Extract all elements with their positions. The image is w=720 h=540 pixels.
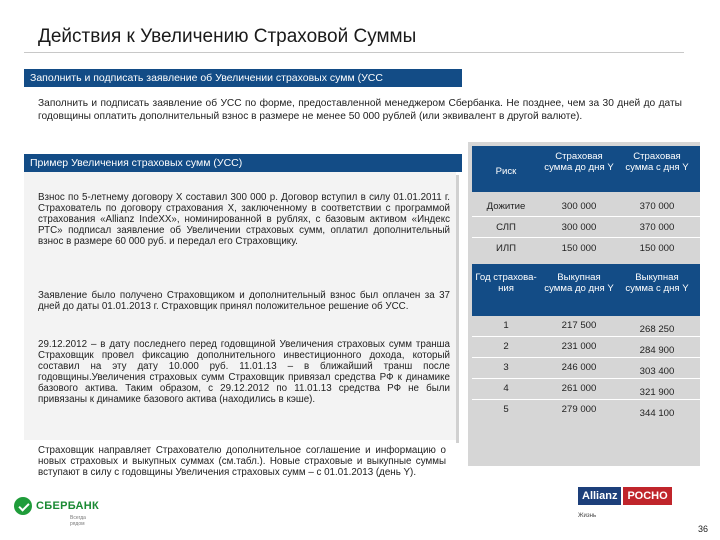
sberbank-check-icon — [14, 497, 32, 515]
example-header: Пример Увеличения страховых сумм (УСС) — [24, 154, 462, 172]
row-divider — [472, 336, 700, 337]
example-paragraph-1: Взнос по 5-летнему договору X составил 300 000 р. Договор вступил в силу 01.01.2011 г. Страхователь по договору страхования X, заключенному в соответствии с программой страхования «Allianz IndeXX», номинированной в рублях, с базовым активом «Индекс РТС» подписал заявление об Увеличении страховых сумм, оплатил дополнительный взнос в размере 60 000 руб. и передал его Страховщику. — [38, 192, 450, 247]
table2-year: 2 — [503, 341, 509, 352]
table1-header-after: Страховая сумма с дня Y — [625, 151, 689, 173]
table1-value: 370 000 — [639, 201, 675, 212]
table2-value: 246 000 — [561, 362, 597, 373]
table1-header-risk: Риск — [495, 166, 517, 177]
table1-value: 370 000 — [639, 222, 675, 233]
table1-value: 150 000 — [561, 243, 597, 254]
sberbank-slogan: Всегда рядом — [70, 515, 86, 527]
rosno-name: РОСНО — [623, 487, 671, 505]
table1-header-before: Страховая сумма до дня Y — [544, 151, 614, 173]
table2-value: 303 400 — [639, 366, 675, 377]
table2-header-after: Выкупная сумма с дня Y — [625, 272, 689, 294]
table2-year: 4 — [503, 383, 509, 394]
table2-value: 344 100 — [639, 408, 675, 419]
intro-text: Заполнить и подписать заявление об УСС по форме, предоставленной менеджером Сбербанка. Не позднее, чем за 30 дней до даты годовщины оплатить дополнительный взнос в размере не менее 50 000 рублей (или эквивалент в другой валюте). — [38, 98, 682, 122]
row-divider — [472, 378, 700, 379]
panel-shadow — [456, 175, 459, 443]
table2-value: 231 000 — [561, 341, 597, 352]
slide-title: Действия к Увеличению Страховой Суммы — [38, 26, 417, 47]
table2-value: 261 000 — [561, 383, 597, 394]
table1-header — [472, 146, 700, 192]
table2-header-before: Выкупная сумма до дня Y — [544, 272, 614, 294]
title-divider — [24, 52, 684, 53]
table2-value: 268 250 — [639, 324, 675, 335]
table1-risk: ИЛП — [495, 243, 517, 254]
row-divider — [472, 357, 700, 358]
table2-header-year: Год страхова-ния — [475, 272, 537, 294]
table1-risk: Дожитие — [486, 201, 526, 212]
table2-value: 284 900 — [639, 345, 675, 356]
table2-value: 217 500 — [561, 320, 597, 331]
table2-value: 279 000 — [561, 404, 597, 415]
row-divider — [472, 237, 700, 238]
example-panel — [24, 172, 456, 440]
table1-value: 300 000 — [561, 222, 597, 233]
example-paragraph-2: Заявление было получено Страховщиком и дополнительный взнос был оплачен за 37 дней до даты 01.01.2013 г. Страховщик принял положительное решение об УСС. — [38, 290, 450, 312]
page-number: 36 — [698, 524, 709, 534]
step-header: Заполнить и подписать заявление об Увеличении страховых сумм (УСС — [24, 69, 462, 87]
bottom-text: Страховщик направляет Страхователю дополнительное соглашение и информацию о новых страховых и выкупных суммах (см.табл.). Новые страховые и выкупные суммы вступают в силу с годовщины Увеличения страховых сумм – с 01.01.2013 (день Y). — [38, 445, 446, 478]
table2-year: 3 — [503, 362, 509, 373]
allianz-sub: Жизнь — [578, 513, 597, 519]
row-divider — [472, 216, 700, 217]
table2-value: 321 900 — [639, 387, 675, 398]
row-divider — [472, 399, 700, 400]
table2-year: 5 — [503, 404, 509, 415]
table1-value: 300 000 — [561, 201, 597, 212]
allianz-name: Allianz — [578, 487, 621, 505]
table1-risk: СЛП — [496, 222, 516, 233]
sberbank-name: СБЕРБАНК — [36, 500, 100, 512]
table2-year: 1 — [503, 320, 509, 331]
allianz-rosno-logo — [578, 487, 672, 519]
table2-header — [472, 264, 700, 316]
sberbank-logo — [14, 497, 100, 527]
example-paragraph-3: 29.12.2012 – в дату последнего перед годовщиной Увеличения страховых сумм транша Страховщик провел фиксацию дополнительного инвестиционного дохода, который составил на эту дату 10.000 руб. 11.01.13 – в ближайший транш после годовщины.Увеличения страховых сумм Страховщик привязал средства РФ к динамике базового актива. Таким образом, с 29.12.2012 по 11.01.13 средства РФ не были привязаны к динамике базового актива (находились в кэше). — [38, 339, 450, 405]
table1-value: 150 000 — [639, 243, 675, 254]
